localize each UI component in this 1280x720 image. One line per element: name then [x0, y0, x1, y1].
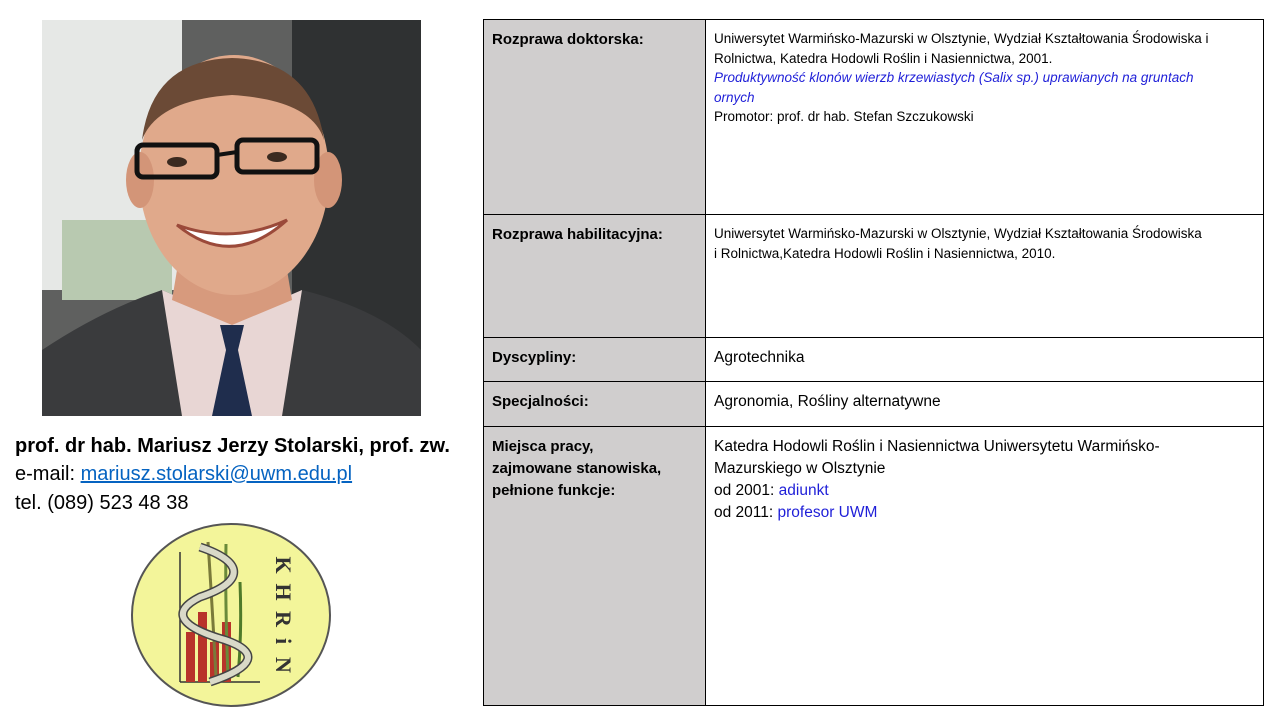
workplace-label	[484, 427, 706, 706]
workplace-role-2-title: profesor UWM	[777, 504, 878, 521]
disciplines-value: Agrotechnika	[706, 338, 1264, 382]
habilitation-line-1: Uniwersytet Warmińsko-Mazurski w Olsztynie, Wydział Kształtowania Środowiska	[714, 226, 1202, 241]
phone-number: tel. (089) 523 48 38	[15, 492, 189, 514]
email-line	[15, 460, 475, 489]
logo-letter-n: N	[271, 657, 296, 673]
logo-letter-i: i	[271, 637, 296, 645]
workplace-label-line-2: zajmowane stanowiska,	[492, 460, 662, 477]
workplace-from-2: od 2011:	[714, 504, 778, 521]
specialties-label: Specjalności:	[484, 382, 706, 427]
workplace-line-2: Mazurskiego w Olsztynie	[714, 460, 886, 477]
workplace-role-2	[714, 502, 1255, 524]
doctorate-title-2: ornych	[714, 89, 755, 105]
doctorate-line-2: Rolnictwa, Katedra Hodowli Roślin i Nasiennictwa, 2001.	[714, 50, 1053, 66]
person-name: prof. dr hab. Mariusz Jerzy Stolarski, prof. zw.	[15, 435, 450, 457]
portrait-photo	[42, 20, 421, 416]
workplace-role-1-title: adiunkt	[778, 482, 829, 499]
person-details	[15, 432, 475, 518]
email-link[interactable]: mariusz.stolarski@uwm.edu.pl	[80, 463, 353, 485]
table-row-habilitation	[484, 215, 1264, 338]
workplace-role-1	[714, 480, 1255, 502]
khrin-logo	[130, 522, 332, 708]
logo-letter-k: K	[271, 556, 296, 574]
table-row-doctorate	[484, 20, 1264, 215]
logo-letter-h: H	[271, 583, 296, 601]
table-row-specialties	[484, 382, 1264, 427]
workplace-from-1: od 2001:	[714, 482, 779, 499]
workplace-label-line-1: Miejsca pracy,	[492, 438, 594, 455]
specialties-value: Agronomia, Rośliny alternatywne	[706, 382, 1264, 427]
doctorate-label: Rozprawa doktorska:	[484, 20, 706, 215]
workplace-label-line-3: pełnione funkcje:	[492, 482, 616, 499]
table-row-disciplines	[484, 338, 1264, 382]
habilitation-line-2: i Rolnictwa,Katedra Hodowli Roślin i Nasiennictwa, 2010.	[714, 245, 1056, 261]
habilitation-value	[706, 215, 1264, 338]
table-row-workplace	[484, 427, 1264, 706]
email-label: e-mail:	[15, 463, 81, 485]
workplace-value	[706, 427, 1264, 706]
doctorate-title-1: Produktywność klonów wierzb krzewiastych (Salix sp.) uprawianych na gruntach	[714, 70, 1194, 85]
habilitation-label: Rozprawa habilitacyjna:	[484, 215, 706, 338]
disciplines-label: Dyscypliny:	[484, 338, 706, 382]
doctorate-line-1: Uniwersytet Warmińsko-Mazurski w Olsztynie, Wydział Kształtowania Środowiska i	[714, 31, 1209, 46]
doctorate-value	[706, 20, 1264, 215]
logo-letter-r: R	[271, 611, 296, 627]
info-table	[483, 19, 1264, 706]
workplace-line-1: Katedra Hodowli Roślin i Nasiennictwa Uniwersytetu Warmińsko-	[714, 438, 1160, 455]
doctorate-promoter: Promotor: prof. dr hab. Stefan Szczukowski	[714, 109, 974, 124]
